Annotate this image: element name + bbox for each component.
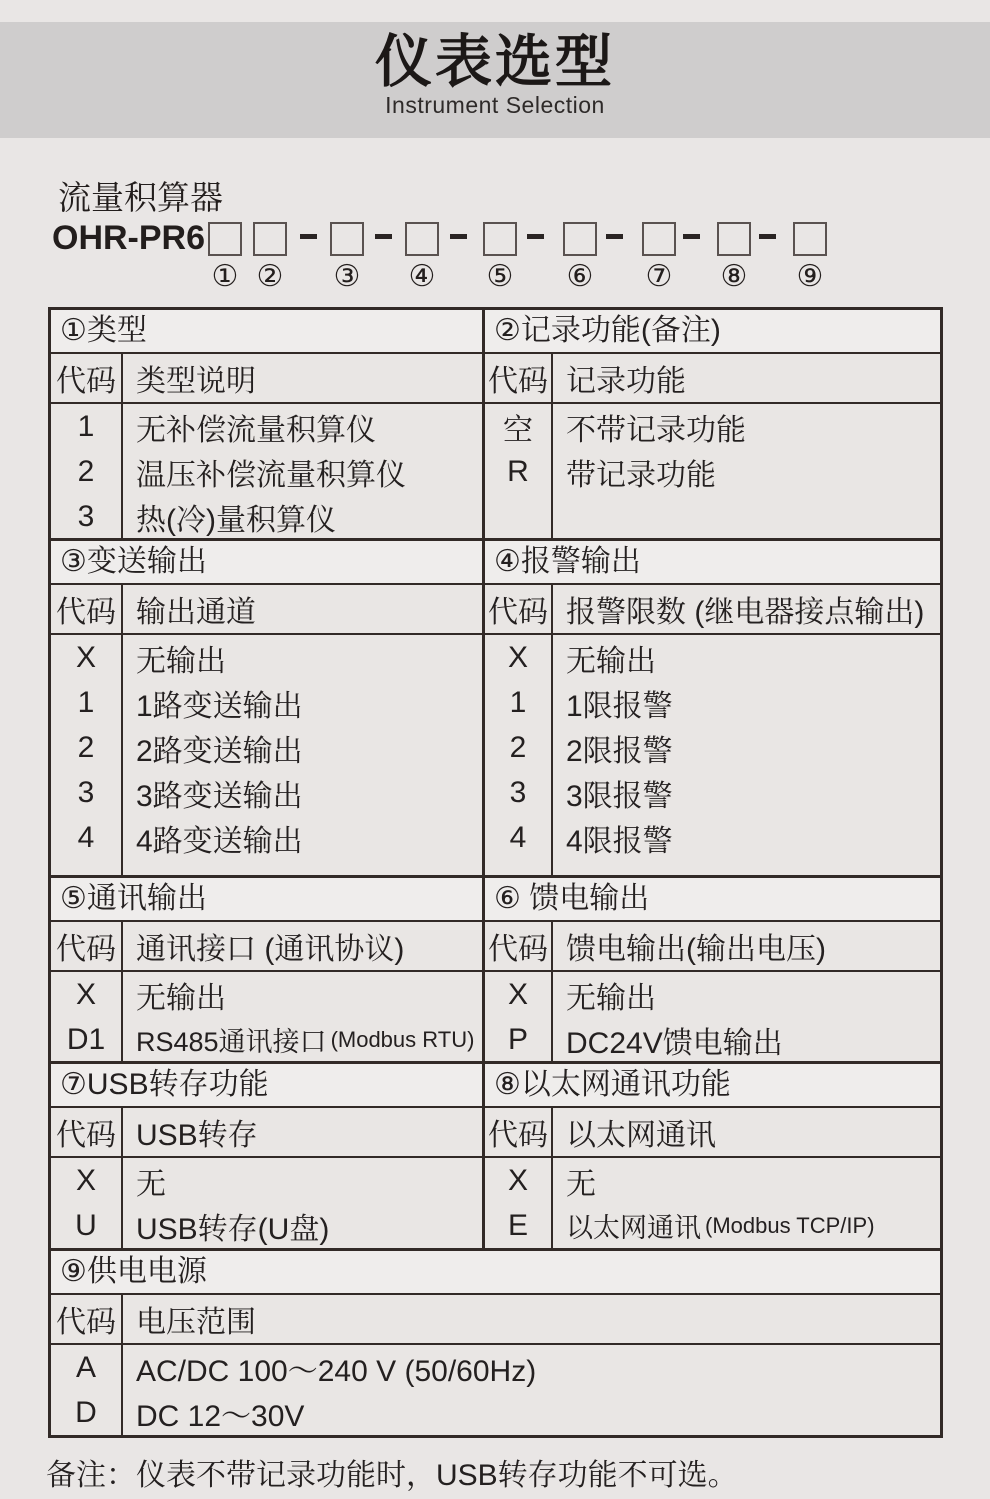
desc-cell: 无输出 xyxy=(566,981,656,1015)
desc-cell: AC/DC 100～240 V (50/60Hz) xyxy=(136,1354,537,1388)
section-alarm-output xyxy=(485,541,940,875)
model-code-box-3 xyxy=(330,222,364,256)
code-cell: R xyxy=(507,454,529,488)
model-dash xyxy=(683,234,700,239)
section-grid xyxy=(485,1108,940,1248)
desc-cell: 1限报警 xyxy=(566,689,673,723)
desc-cell: 不带记录功能 xyxy=(566,413,746,447)
model-code-box-9 xyxy=(793,222,827,256)
desc-column xyxy=(123,585,482,875)
code-cell: D1 xyxy=(66,1022,106,1056)
desc-cell xyxy=(553,1203,940,1248)
code-cell: P xyxy=(507,1022,528,1056)
code-column xyxy=(51,585,123,875)
code-cell: 2 xyxy=(77,730,95,764)
desc-cell: 3路变送输出 xyxy=(136,779,303,813)
section-row-1 xyxy=(51,310,940,538)
section-grid xyxy=(51,1108,482,1248)
code-cell: 3 xyxy=(77,499,95,533)
model-dash xyxy=(375,234,392,239)
code-column xyxy=(51,354,123,539)
desc-column xyxy=(123,1108,482,1248)
section-grid xyxy=(485,354,940,538)
position-number-9: ⑨ xyxy=(796,260,824,293)
column-header-code: 代码 xyxy=(51,1108,121,1158)
desc-cell: 无 xyxy=(566,1167,596,1201)
code-cell: 3 xyxy=(509,775,527,809)
desc-cell: 3限报警 xyxy=(566,779,673,813)
column-header-desc: 记录功能 xyxy=(553,354,940,404)
model-code-box-5 xyxy=(483,222,517,256)
desc-column xyxy=(123,1295,940,1435)
desc-paren: (Modbus TCP/IP) xyxy=(705,1212,875,1238)
column-header-desc: 输出通道 xyxy=(123,585,482,635)
code-cell: X xyxy=(75,1163,96,1197)
section-type xyxy=(51,310,485,538)
code-cell: X xyxy=(507,640,528,674)
code-cell: 2 xyxy=(77,454,95,488)
section-row-5 xyxy=(51,1248,940,1435)
desc-text: RS485通讯接口 xyxy=(136,1027,327,1057)
desc-cell: 2限报警 xyxy=(566,734,673,768)
section-feed-output xyxy=(485,878,940,1061)
section-title: ⑥ 馈电输出 xyxy=(485,878,940,922)
desc-column xyxy=(123,922,482,1062)
page-title: 仪表选型 xyxy=(375,30,615,94)
model-code-box-6 xyxy=(563,222,597,256)
desc-cell: 1路变送输出 xyxy=(136,689,303,723)
code-column xyxy=(51,1108,123,1248)
desc-column xyxy=(553,354,940,538)
position-number-5: ⑤ xyxy=(486,260,514,293)
position-number-6: ⑥ xyxy=(566,260,594,293)
desc-cell: DC24V馈电输出 xyxy=(566,1026,783,1060)
section-row-2 xyxy=(51,538,940,875)
model-dash xyxy=(450,234,467,239)
desc-cell: 无输出 xyxy=(136,981,226,1015)
model-prefix: OHR-PR6 xyxy=(52,219,206,257)
code-cell: 4 xyxy=(509,820,527,854)
desc-cell: DC 12～30V xyxy=(136,1399,305,1433)
page-header xyxy=(0,22,990,138)
model-dash xyxy=(606,234,623,239)
desc-column xyxy=(553,922,940,1062)
position-number-8: ⑧ xyxy=(720,260,748,293)
section-grid xyxy=(51,585,482,875)
desc-cell: 4限报警 xyxy=(566,824,673,858)
column-header-desc: 报警限数 (继电器接点输出) xyxy=(553,585,940,635)
selection-table xyxy=(48,307,943,1438)
column-header-desc: USB转存 xyxy=(123,1108,482,1158)
code-column xyxy=(485,585,553,875)
section-title: ②记录功能(备注) xyxy=(485,310,940,354)
section-grid xyxy=(485,922,940,1062)
column-header-code: 代码 xyxy=(485,354,551,404)
desc-cell: 无输出 xyxy=(566,644,656,678)
model-dash xyxy=(527,234,544,239)
desc-cell xyxy=(123,1017,482,1062)
column-header-desc: 馈电输出(输出电压) xyxy=(553,922,940,972)
code-column xyxy=(485,354,553,538)
code-cell: 空 xyxy=(503,413,533,447)
position-number-7: ⑦ xyxy=(645,260,673,293)
desc-cell: 无 xyxy=(136,1167,166,1201)
code-cell: X xyxy=(507,1163,528,1197)
section-power-supply xyxy=(51,1251,940,1435)
section-title: ⑦USB转存功能 xyxy=(51,1064,482,1108)
desc-text: 以太网通讯 xyxy=(566,1213,701,1243)
section-grid xyxy=(51,1295,940,1435)
section-title: ⑨供电电源 xyxy=(51,1251,940,1295)
position-number-1: ① xyxy=(211,260,239,293)
desc-cell: 4路变送输出 xyxy=(136,824,303,858)
desc-cell: 温压补偿流量积算仪 xyxy=(136,458,406,492)
column-header-code: 代码 xyxy=(485,1108,551,1158)
code-cell: 4 xyxy=(77,820,95,854)
section-title: ③变送输出 xyxy=(51,541,482,585)
section-title: ④报警输出 xyxy=(485,541,940,585)
position-number-3: ③ xyxy=(333,260,361,293)
column-header-code: 代码 xyxy=(51,1295,121,1345)
column-header-desc: 类型说明 xyxy=(123,354,482,404)
model-code-box-4 xyxy=(405,222,439,256)
section-usb-transfer xyxy=(51,1064,485,1248)
desc-cell: 带记录功能 xyxy=(566,458,716,492)
column-header-desc: 通讯接口 (通讯协议) xyxy=(123,922,482,972)
desc-cell: USB转存(U盘) xyxy=(136,1212,330,1246)
column-header-code: 代码 xyxy=(485,585,551,635)
model-code-box-2 xyxy=(253,222,287,256)
code-cell: X xyxy=(75,640,96,674)
code-column xyxy=(51,1295,123,1435)
model-dash xyxy=(300,234,317,239)
desc-cell: 无补偿流量积算仪 xyxy=(136,413,376,447)
desc-cell: 热(冷)量积算仪 xyxy=(136,503,336,537)
code-cell: 3 xyxy=(77,775,95,809)
section-row-3 xyxy=(51,875,940,1061)
section-title: ⑧以太网通讯功能 xyxy=(485,1064,940,1108)
desc-paren: (Modbus RTU) xyxy=(330,1026,475,1052)
code-cell: 2 xyxy=(509,730,527,764)
section-grid xyxy=(485,585,940,875)
model-code-box-8 xyxy=(717,222,751,256)
desc-cell: 无输出 xyxy=(136,644,226,678)
section-retransmission-output xyxy=(51,541,485,875)
section-title: ⑤通讯输出 xyxy=(51,878,482,922)
position-number-2: ② xyxy=(256,260,284,293)
section-ethernet xyxy=(485,1064,940,1248)
section-grid xyxy=(51,922,482,1062)
section-row-4 xyxy=(51,1061,940,1248)
desc-column xyxy=(553,585,940,875)
desc-cell: 2路变送输出 xyxy=(136,734,303,768)
column-header-desc: 电压范围 xyxy=(123,1295,940,1345)
section-title: ①类型 xyxy=(51,310,482,354)
column-header-code: 代码 xyxy=(485,922,551,972)
section-communication-output xyxy=(51,878,485,1061)
code-column xyxy=(51,922,123,1062)
code-cell: 1 xyxy=(509,685,527,719)
column-header-code: 代码 xyxy=(51,585,121,635)
footnote: 备注：仪表不带记录功能时，USB转存功能不可选。 xyxy=(46,1459,738,1492)
desc-column xyxy=(553,1108,940,1248)
code-cell: U xyxy=(75,1208,97,1242)
column-header-code: 代码 xyxy=(51,922,121,972)
position-number-4: ④ xyxy=(408,260,436,293)
code-column xyxy=(485,922,553,1062)
code-cell: D xyxy=(75,1395,97,1429)
column-header-desc: 以太网通讯 xyxy=(553,1108,940,1158)
column-header-code: 代码 xyxy=(51,354,121,404)
section-record-function xyxy=(485,310,940,538)
model-code-box-7 xyxy=(642,222,676,256)
code-cell: 1 xyxy=(77,685,95,719)
model-dash xyxy=(759,234,776,239)
section-grid xyxy=(51,354,482,539)
code-cell: 1 xyxy=(77,409,95,443)
product-name: 流量积算器 xyxy=(58,179,223,216)
page-subtitle: Instrument Selection xyxy=(385,92,605,118)
code-cell: E xyxy=(507,1208,528,1242)
code-cell: X xyxy=(507,977,528,1011)
model-code-box-1 xyxy=(208,222,242,256)
code-column xyxy=(485,1108,553,1248)
code-cell: A xyxy=(75,1350,96,1384)
desc-column xyxy=(123,354,482,539)
code-cell: X xyxy=(75,977,96,1011)
